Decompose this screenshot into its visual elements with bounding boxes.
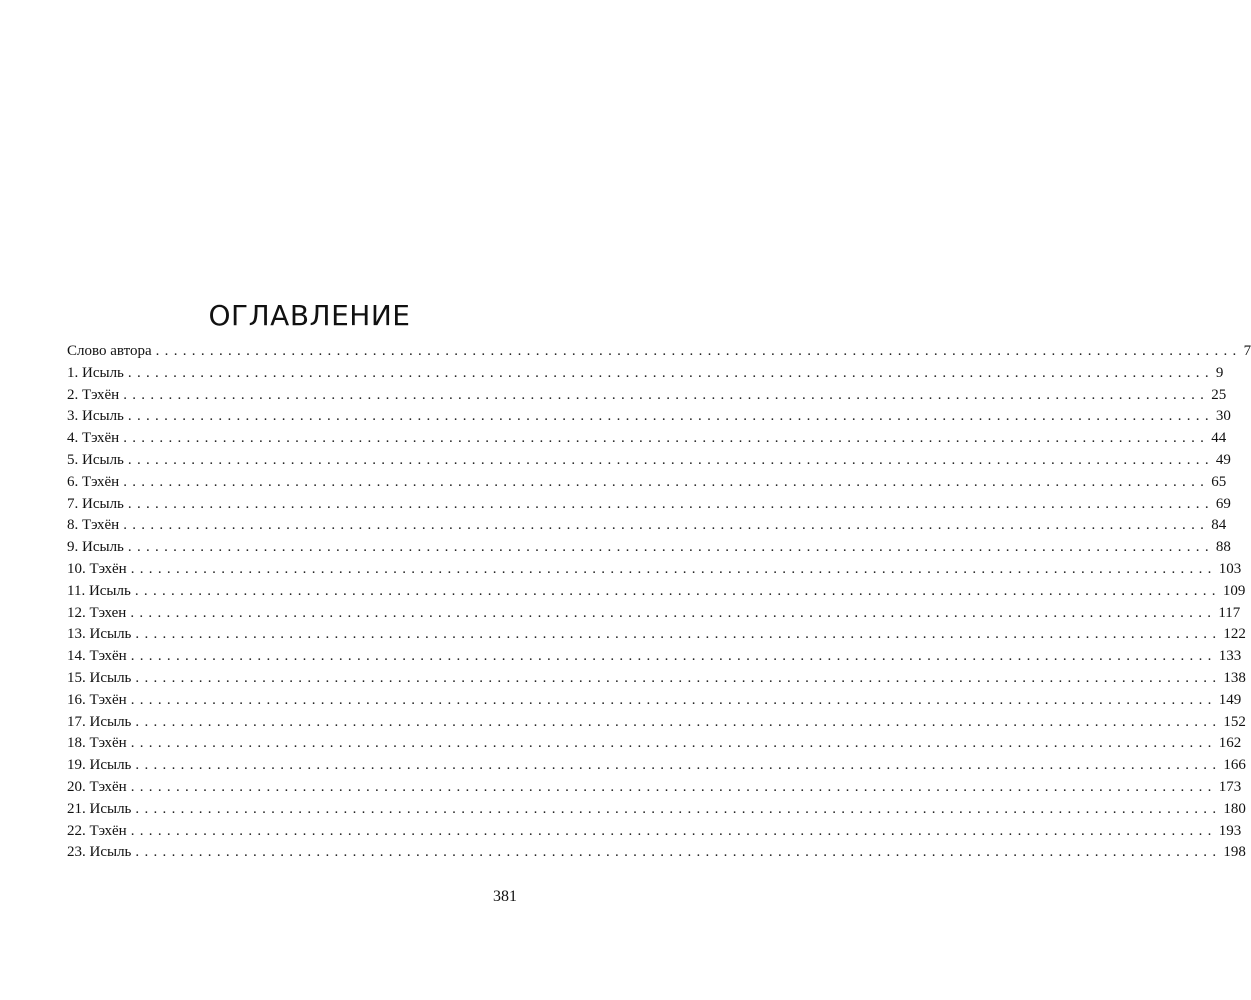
dot-leader: ........................................................................................................................: [130, 735, 1217, 752]
toc-entry-page: 138: [1223, 669, 1246, 686]
toc-entry-label: 6. Тэхён: [67, 473, 120, 490]
toc-entry-page: 117: [1218, 604, 1241, 621]
toc-entry-label: Слово автора: [67, 343, 152, 359]
toc-entry-page: 166: [1223, 757, 1246, 774]
toc-entry-label: 9. Исыль: [67, 539, 124, 556]
toc-entry: [67, 515, 1227, 537]
toc-entry-page: 44: [1211, 430, 1227, 447]
dot-leader: ........................................................................................................................: [127, 495, 1214, 512]
toc-entry: [67, 624, 1246, 646]
toc-entry-label: 20. Тэхён: [67, 778, 127, 795]
toc-entry-label: 11. Исыль: [67, 582, 131, 599]
toc-entry-label: 3. Исыль: [67, 408, 124, 425]
table-of-contents: [67, 341, 1251, 864]
toc-entry-page: 103: [1218, 560, 1242, 577]
toc-entry: [67, 341, 1251, 363]
toc-entry-label: 21. Исыль: [67, 800, 132, 817]
toc-entry: [67, 799, 1246, 821]
toc-entry-page: 109: [1222, 582, 1246, 599]
toc-entry: [67, 559, 1242, 581]
dot-leader: ........................................................................................................................: [135, 713, 1222, 730]
dot-leader: ........................................................................................................................: [134, 582, 1221, 599]
page-number: 381: [493, 888, 517, 905]
dot-leader: ........................................................................................................................: [127, 539, 1214, 556]
page-title: ОГЛАВЛЕНИЕ: [208, 298, 411, 332]
toc-entry-page: 198: [1223, 844, 1246, 861]
toc-entry-page: 25: [1211, 386, 1227, 403]
toc-entry-label: 16. Тэхён: [67, 691, 127, 708]
toc-entry-label: 12. Тэхен: [67, 604, 127, 621]
toc-entry-label: 18. Тэхён: [67, 735, 127, 752]
toc-entry-label: 5. Исыль: [67, 451, 124, 468]
toc-entry: [67, 450, 1231, 472]
dot-leader: ........................................................................................................................: [127, 408, 1214, 425]
toc-entry: [67, 821, 1242, 843]
toc-entry-page: 49: [1215, 451, 1231, 468]
toc-entry-label: 10. Тэхён: [67, 560, 127, 577]
dot-leader: ........................................................................................................................: [123, 430, 1210, 447]
toc-entry-page: 180: [1223, 800, 1246, 817]
toc-entry: [67, 472, 1227, 494]
toc-entry-label: 23. Исыль: [67, 844, 132, 861]
toc-entry-page: 133: [1218, 648, 1242, 665]
toc-entry-page: 162: [1218, 735, 1242, 752]
dot-leader: ........................................................................................................................: [135, 669, 1222, 686]
toc-entry-page: 149: [1218, 691, 1242, 708]
toc-entry-page: 84: [1211, 517, 1227, 534]
toc-entry: [67, 733, 1242, 755]
dot-leader: ........................................................................................................................: [130, 691, 1217, 708]
toc-entry: [67, 385, 1227, 407]
toc-entry-label: 14. Тэхён: [67, 648, 127, 665]
toc-entry-label: 1. Исыль: [67, 364, 124, 381]
toc-entry-page: 122: [1223, 626, 1246, 643]
toc-entry-page: 69: [1215, 495, 1231, 512]
toc-entry: [67, 690, 1242, 712]
dot-leader: ........................................................................................................................: [130, 604, 1217, 621]
dot-leader: ........................................................................................................................: [155, 343, 1242, 359]
toc-entry: [67, 363, 1224, 385]
toc-entry: [67, 842, 1246, 864]
dot-leader: ........................................................................................................................: [135, 800, 1222, 817]
toc-entry: [67, 581, 1246, 603]
toc-entry-label: 17. Исыль: [67, 713, 132, 730]
toc-entry: [67, 712, 1246, 734]
dot-leader: ........................................................................................................................: [123, 473, 1210, 490]
toc-entry: [67, 406, 1231, 428]
toc-entry-page: 9: [1215, 364, 1224, 381]
toc-entry-page: 173: [1218, 778, 1242, 795]
dot-leader: ........................................................................................................................: [130, 822, 1217, 839]
toc-entry-page: 193: [1218, 822, 1242, 839]
toc-entry-page: 65: [1211, 473, 1227, 490]
toc-entry-label: 4. Тэхён: [67, 430, 120, 447]
toc-entry-page: 30: [1215, 408, 1231, 425]
toc-entry-label: 13. Исыль: [67, 626, 132, 643]
toc-entry-label: 8. Тэхён: [67, 517, 120, 534]
toc-entry: [67, 537, 1231, 559]
dot-leader: ........................................................................................................................: [130, 560, 1217, 577]
toc-entry-label: 22. Тэхён: [67, 822, 127, 839]
dot-leader: ........................................................................................................................: [127, 451, 1214, 468]
dot-leader: ........................................................................................................................: [123, 386, 1210, 403]
toc-entry-label: 2. Тэхён: [67, 386, 120, 403]
dot-leader: ........................................................................................................................: [127, 364, 1214, 381]
toc-entry: [67, 494, 1231, 516]
toc-entry: [67, 428, 1227, 450]
dot-leader: ........................................................................................................................: [123, 517, 1210, 534]
toc-entry-label: 15. Исыль: [67, 669, 132, 686]
toc-entry: [67, 755, 1246, 777]
dot-leader: ........................................................................................................................: [130, 648, 1217, 665]
toc-entry-page: 88: [1215, 539, 1231, 556]
dot-leader: ........................................................................................................................: [130, 778, 1217, 795]
dot-leader: ........................................................................................................................: [135, 626, 1222, 643]
toc-entry-label: 19. Исыль: [67, 757, 132, 774]
dot-leader: ........................................................................................................................: [135, 757, 1222, 774]
toc-entry: [67, 777, 1242, 799]
toc-entry-page: 152: [1223, 713, 1246, 730]
toc-entry: [67, 646, 1242, 668]
toc-entry: [67, 603, 1241, 625]
toc-entry-page: 7: [1243, 343, 1251, 359]
dot-leader: ........................................................................................................................: [135, 844, 1222, 861]
toc-entry: [67, 668, 1246, 690]
toc-entry-label: 7. Исыль: [67, 495, 124, 512]
